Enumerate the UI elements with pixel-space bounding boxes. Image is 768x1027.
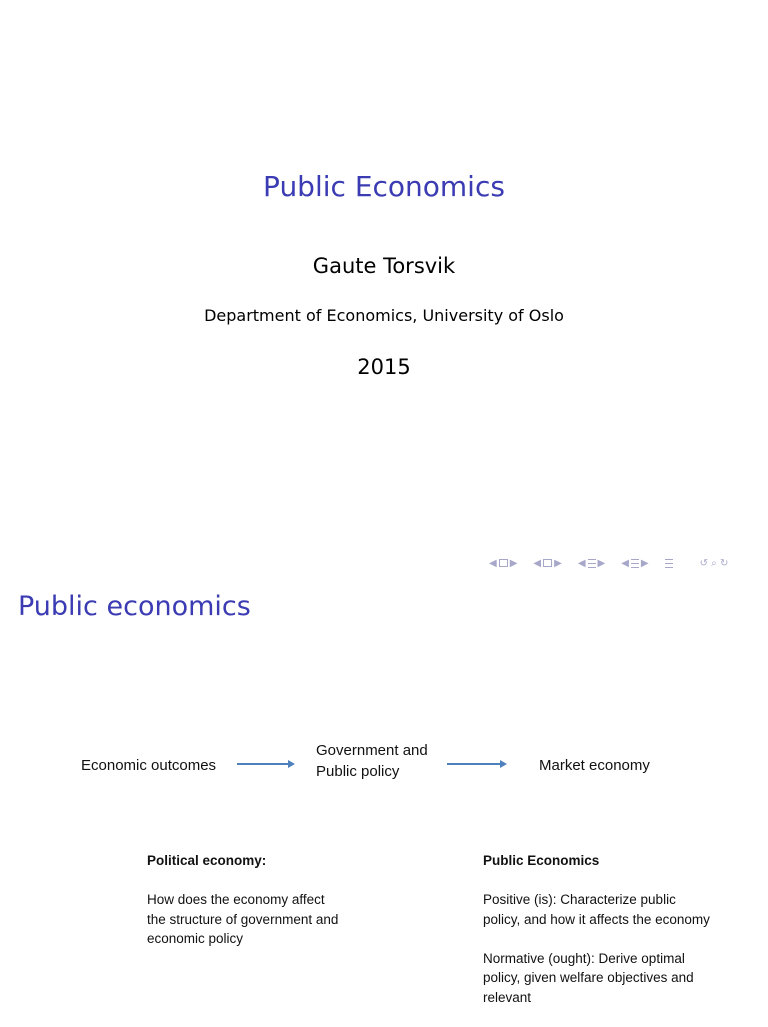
subsection-nav-icon[interactable] [577, 558, 606, 569]
frame-box-icon [543, 559, 552, 567]
positive-text: Positive (is): Characterize public policy, and how it affects the economy [483, 892, 710, 927]
nav-left-arrow-icon[interactable]: ◀ [621, 557, 629, 569]
flow-node-government [316, 740, 456, 782]
presentation-date: 2015 [357, 355, 411, 379]
slide-box-icon [499, 559, 508, 567]
column-heading: Public Economics [483, 853, 600, 868]
frame-title: Public economics [18, 591, 251, 622]
subsection-lines-icon [588, 559, 596, 568]
nav-right-arrow-icon[interactable]: ▶ [640, 557, 649, 569]
column-text: How does the economy affect the structure of government and economic policy [147, 892, 339, 946]
column-heading: Political economy: [147, 853, 267, 868]
author-name: Gaute Torsvik [312, 254, 456, 278]
frame-nav-icon[interactable] [532, 558, 562, 569]
normative-text: Normative (ought): Derive optimal policy, given welfare objectives and relevant [483, 950, 694, 1005]
right-arrow-icon [446, 757, 508, 771]
institute: Department of Economics, University of Oslo [204, 306, 564, 325]
flow-node-market-economy: Market economy [539, 757, 650, 774]
nav-left-arrow-icon[interactable]: ◀ [577, 557, 586, 569]
flow-node-government-line1: Government and [316, 742, 428, 759]
beamer-navigation-bar [488, 555, 763, 571]
presentation-title: Public Economics [263, 170, 505, 203]
nav-left-arrow-icon[interactable]: ◀ [489, 557, 497, 569]
public-economics-column [483, 851, 713, 1027]
flow-node-economic-outcomes: Economic outcomes [81, 757, 217, 774]
nav-right-arrow-icon[interactable]: ▶ [509, 557, 518, 569]
flow-node-government-line2: Public policy [316, 763, 400, 780]
section-nav-icon[interactable] [620, 558, 649, 569]
right-arrow-icon [236, 757, 296, 771]
slide-nav-icon[interactable] [488, 558, 518, 569]
document-lines-icon [665, 559, 673, 568]
nav-left-arrow-icon[interactable]: ◀ [533, 557, 542, 569]
section-lines-icon [631, 559, 639, 568]
search-icon[interactable]: ↺ ⌕ ↻ [699, 557, 729, 569]
political-economy-column [147, 851, 347, 968]
document-nav-icon[interactable] [664, 559, 674, 568]
nav-right-arrow-icon[interactable]: ▶ [554, 557, 562, 569]
nav-right-arrow-icon[interactable]: ▶ [597, 557, 606, 569]
